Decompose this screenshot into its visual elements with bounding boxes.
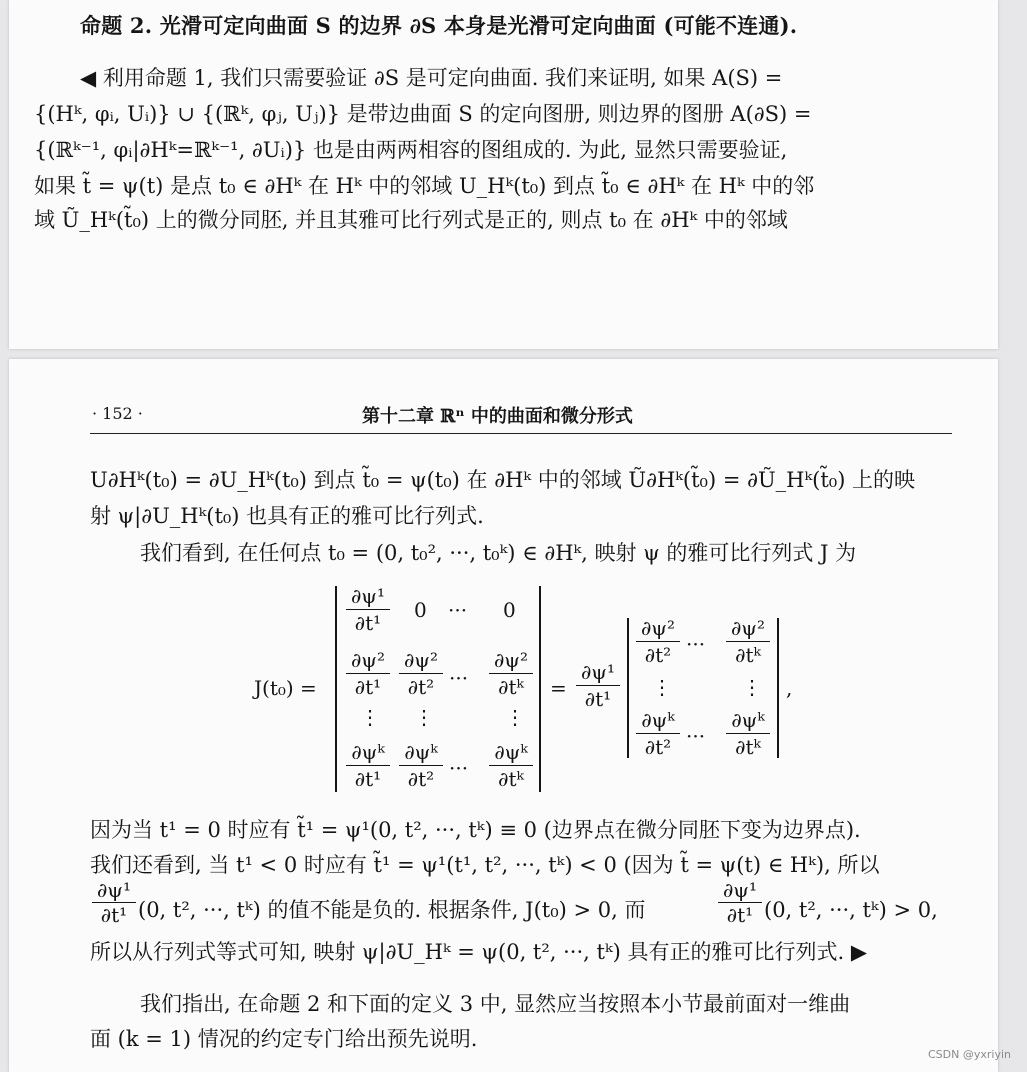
proof-line: 如果 t̃ = ψ(t) 是点 t₀ ∈ ∂Hᵏ 在 Hᵏ 中的邻域 U_Hᵏ(t₀) 到点 t̃₀ ∈ ∂Hᵏ 在 Hᵏ 中的邻 xyxy=(34,174,815,198)
entry-d11: $\frac{\text{∂ψ¹}}{\text{∂t¹}}$ xyxy=(346,586,390,633)
minor-bar-left xyxy=(627,618,629,758)
entry-dk1: $\frac{\text{∂ψᵏ}}{\text{∂t¹}}$ xyxy=(346,742,390,789)
inline-frac-dpsi1: ∂ψ¹ ∂t¹ xyxy=(718,880,762,925)
entry-dk2: $\frac{\text{∂ψᵏ}}{\text{∂t²}}$ xyxy=(399,742,443,789)
zero: 0 xyxy=(503,598,516,622)
text-line: 射 ψ|∂U_Hᵏ(t₀) 也具有正的雅可比行列式. xyxy=(90,504,484,528)
proposition-2: 命题 2. 光滑可定向曲面 S 的边界 ∂S 本身是光滑可定向曲面 (可能不连通). xyxy=(80,13,798,38)
eq-comma: , xyxy=(786,676,793,700)
bottom-page xyxy=(9,359,998,1072)
minor-dk2: $\frac{\text{∂ψᵏ}}{\text{∂t²}}$ xyxy=(636,710,680,757)
text-line: (0, t², ···, tᵏ) 的值不能是负的. 根据条件, J(t₀) > 0, 而 xyxy=(138,898,646,922)
vdots: ⋮ xyxy=(742,675,762,699)
entry-dkk: $\frac{\text{∂ψᵏ}}{\text{∂tᵏ}}$ xyxy=(489,742,533,789)
final-paragraph-line: 我们指出, 在命题 2 和下面的定义 3 中, 显然应当按照本小节最前面对一维曲 xyxy=(140,992,851,1016)
text-line: (0, t², ···, tᵏ) > 0, xyxy=(764,898,938,922)
inline-frac-dpsi1: ∂ψ¹ ∂t¹ xyxy=(92,880,136,925)
running-head xyxy=(0,402,1027,428)
text-line: 我们看到, 在任何点 t₀ = (0, t₀², ···, t₀ᵏ) ∈ ∂Hᵏ, 映射 ψ 的雅可比行列式 J 为 xyxy=(140,541,857,565)
proof-line: ◀ 利用命题 1, 我们只需要验证 ∂S 是可定向曲面. 我们来证明, 如果 A(S) = xyxy=(80,66,783,90)
hdots: ··· xyxy=(449,666,469,690)
text-line: 所以从行列式等式可知, 映射 ψ|∂U_Hᵏ = ψ(0, t², ···, tᵏ) 具有正的雅可比行列式. ▶ xyxy=(90,940,867,964)
watermark: CSDN @yxriyin xyxy=(928,1048,1011,1061)
text-line: 因为当 t¹ = 0 时应有 t̃¹ = ψ¹(0, t², ···, tᵏ) ≡ 0 (边界点在微分同胚下变为边界点). xyxy=(90,818,861,842)
equals-sign: = xyxy=(550,676,567,700)
vdots: ⋮ xyxy=(360,705,380,729)
page-number: · 152 · xyxy=(92,404,143,423)
chapter-title: 第十二章 ℝⁿ 中的曲面和微分形式 xyxy=(362,406,633,427)
eq-lhs: J(t₀) = xyxy=(254,676,317,700)
hdots: ··· xyxy=(686,724,706,748)
text-line: 我们还看到, 当 t¹ < 0 时应有 t̃¹ = ψ¹(t¹, t², ···, tᵏ) < 0 (因为 t̃ = ψ(t) ∈ Hᵏ), 所以 xyxy=(90,853,880,877)
hdots: ··· xyxy=(449,756,469,780)
minor-d2k: $\frac{\text{∂ψ²}}{\text{∂tᵏ}}$ xyxy=(726,618,770,665)
entry-d22: $\frac{\text{∂ψ²}}{\text{∂t²}}$ xyxy=(399,650,443,697)
header-rule xyxy=(90,433,952,434)
hdots: ··· xyxy=(448,598,468,622)
vdots: ⋮ xyxy=(505,705,525,729)
det-bar-left xyxy=(335,586,337,792)
proof-line: {(ℝᵏ⁻¹, φᵢ|∂Hᵏ=ℝᵏ⁻¹, ∂Uᵢ)} 也是由两两相容的图组成的. 为此, 显然只需要验证, xyxy=(34,138,788,162)
entry-d21: $\frac{\text{∂ψ²}}{\text{∂t¹}}$ xyxy=(346,650,390,697)
proof-line: 域 Ũ_Hᵏ(t̃₀) 上的微分同胚, 并且其雅可比行列式是正的, 则点 t₀ 在 ∂Hᵏ 中的邻域 xyxy=(34,208,788,232)
entry-d2k: $\frac{\text{∂ψ²}}{\text{∂tᵏ}}$ xyxy=(489,650,533,697)
minor-d22: $\frac{\text{∂ψ²}}{\text{∂t²}}$ xyxy=(636,618,680,665)
factor-d11: $\frac{\text{∂ψ¹}}{\text{∂t¹}}$ xyxy=(576,662,620,709)
hdots: ··· xyxy=(686,632,706,656)
det-bar-right xyxy=(539,586,541,792)
minor-bar-right xyxy=(777,618,779,758)
final-paragraph-line: 面 (k = 1) 情况的约定专门给出预先说明. xyxy=(90,1027,478,1051)
text-line: U∂Hᵏ(t₀) = ∂U_Hᵏ(t₀) 到点 t̃₀ = ψ(t₀) 在 ∂Hᵏ 中的邻域 Ũ∂Hᵏ(t̃₀) = ∂Ũ_Hᵏ(t̃₀) 上的映 xyxy=(90,468,916,492)
vdots: ⋮ xyxy=(414,705,434,729)
minor-dkk: $\frac{\text{∂ψᵏ}}{\text{∂tᵏ}}$ xyxy=(726,710,770,757)
zero: 0 xyxy=(414,598,427,622)
vdots: ⋮ xyxy=(652,675,672,699)
proof-line: {(Hᵏ, φᵢ, Uᵢ)} ∪ {(ℝᵏ, φⱼ, Uⱼ)} 是带边曲面 S 的定向图册, 则边界的图册 A(∂S) = xyxy=(34,102,812,126)
